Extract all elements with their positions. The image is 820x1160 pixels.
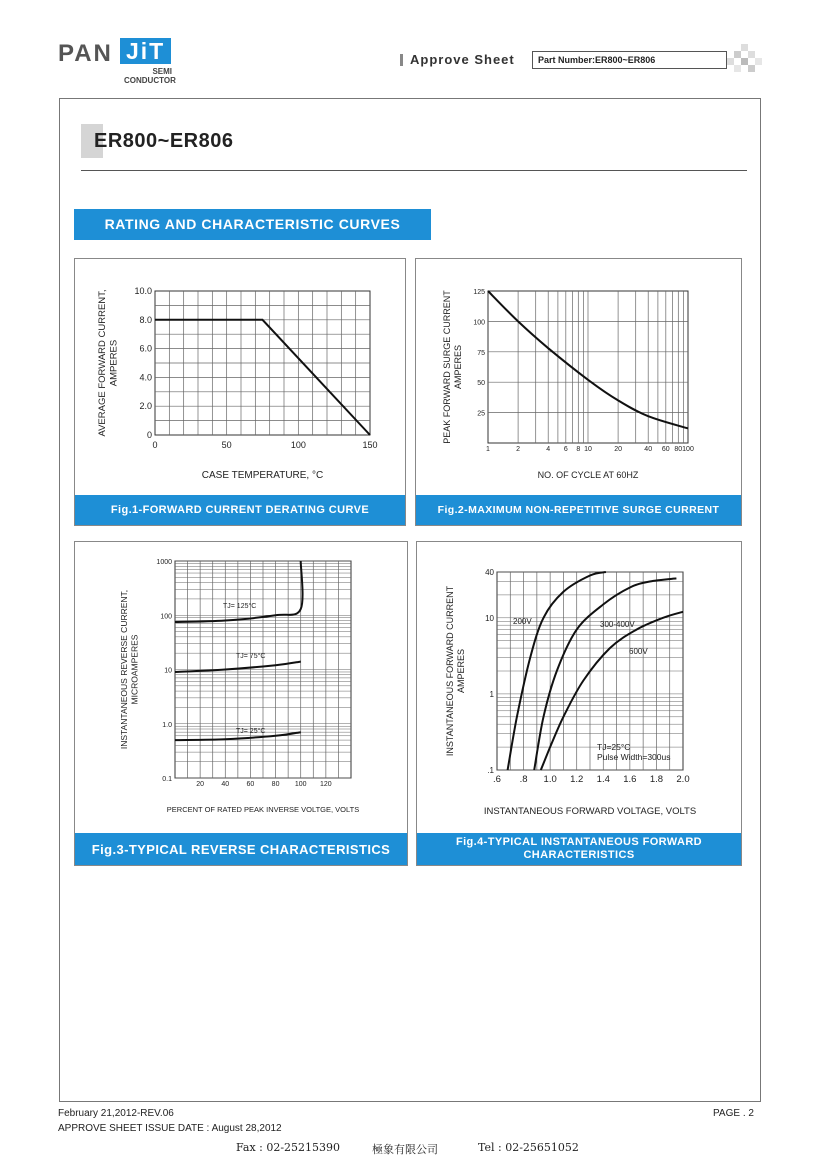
fig2-panel bbox=[415, 258, 742, 526]
fig1-panel bbox=[74, 258, 406, 526]
fig4-x-tick-label: 1.6 bbox=[623, 774, 637, 785]
fig4-x-tick-label: .6 bbox=[493, 774, 501, 785]
fig2-y-tick-label: 75 bbox=[477, 349, 485, 357]
fig1-x-tick-label: 100 bbox=[290, 440, 306, 450]
fig3-caption: Fig.3-TYPICAL REVERSE CHARACTERISTICS bbox=[75, 833, 407, 865]
fig1-x-tick-label: 0 bbox=[152, 440, 158, 450]
logo-jit: JiT bbox=[120, 38, 171, 64]
fig1-x-tick-label: 50 bbox=[221, 440, 232, 450]
fig4-x-tick-label: 1.4 bbox=[596, 774, 610, 785]
fig2-x-tick-label: 1 bbox=[486, 446, 490, 453]
fig2-caption: Fig.2-MAXIMUM NON-REPETITIVE SURGE CURRENT bbox=[416, 495, 741, 525]
fig3-y-axis-label-line: MICROAMPERES bbox=[129, 634, 140, 705]
fig4-panel bbox=[416, 541, 742, 866]
fig1-y-tick-label: 4.0 bbox=[139, 372, 152, 383]
fig1-chart bbox=[75, 259, 405, 495]
fig4-caption: Fig.4-TYPICAL INSTANTANEOUS FORWARD CHARACTERISTICS bbox=[417, 833, 741, 865]
fig3-x-tick-label: 120 bbox=[320, 781, 332, 788]
fig4-y-tick-label: 1 bbox=[489, 689, 494, 699]
logo-subtitle bbox=[124, 67, 176, 85]
footer-fax: Fax : 02-25215390 bbox=[236, 1141, 341, 1154]
fig1-y-tick-label: 10.0 bbox=[134, 286, 152, 296]
fig2-y-axis-label-group bbox=[442, 290, 463, 444]
approve-sheet-label: Approve Sheet bbox=[410, 52, 515, 67]
fig1-y-axis-label-line: AMPERES bbox=[108, 339, 120, 387]
fig4-x-tick-label: 1.0 bbox=[543, 774, 557, 785]
fig2-y-tick-label: 125 bbox=[473, 289, 485, 296]
fig4-y-axis-label-line: AMPERES bbox=[456, 648, 466, 694]
fig3-y-axis-label-group bbox=[119, 590, 140, 749]
fig4-y-tick-label: 10 bbox=[485, 613, 494, 623]
fig3-series-label: TJ= 25°C bbox=[236, 728, 266, 735]
fig4-x-axis-label: INSTANTANEOUS FORWARD VOLTAGE, VOLTS bbox=[483, 806, 697, 817]
fig4-y-axis-label-line: INSTANTANEOUS FORWARD CURRENT bbox=[445, 585, 455, 757]
page-title: ER800~ER806 bbox=[94, 130, 234, 152]
section-heading: RATING AND CHARACTERISTIC CURVES bbox=[74, 209, 431, 240]
fig4-x-tick-label: 1.8 bbox=[649, 774, 664, 785]
fig2-x-tick-label: 40 bbox=[644, 446, 653, 453]
fig4-x-tick-label: .8 bbox=[519, 774, 528, 785]
fig1-y-tick-label: 0 bbox=[146, 430, 152, 440]
footer-date-rev: February 21,2012-REV.06 bbox=[58, 1108, 174, 1119]
fig1-caption: Fig.1-FORWARD CURRENT DERATING CURVE bbox=[75, 495, 405, 525]
fig4-y-axis-label-group bbox=[445, 585, 466, 756]
footer-tel: Tel : 02-25651052 bbox=[478, 1141, 579, 1154]
fig4-x-tick-label: 2.0 bbox=[676, 774, 690, 785]
fig2-x-tick-label: 4 bbox=[546, 446, 551, 453]
fig3-x-axis-label: PERCENT OF RATED PEAK INVERSE VOLTGE, VOLTS bbox=[166, 805, 360, 814]
fig1-x-axis-label: CASE TEMPERATURE, °C bbox=[201, 470, 324, 481]
footer-page: PAGE . 2 bbox=[713, 1108, 754, 1119]
title-divider bbox=[81, 170, 747, 171]
fig3-y-tick-label: 0.1 bbox=[162, 776, 172, 783]
fig2-x-tick-label: 10 bbox=[584, 446, 592, 453]
fig2-x-tick-label: 8 bbox=[576, 446, 581, 453]
fig2-x-tick-label: 60 bbox=[661, 446, 670, 453]
fig4-series-label: 600V bbox=[629, 647, 648, 656]
fig1-y-axis-label-group bbox=[97, 289, 120, 436]
fig4-y-tick-label: 40 bbox=[485, 568, 494, 577]
fig4-chart bbox=[417, 542, 741, 832]
fig3-y-axis-label-line: INSTANTANEOUS REVERSE CURRENT, bbox=[119, 589, 129, 750]
fig3-y-tick-label: 1.0 bbox=[162, 721, 172, 729]
fig2-x-tick-label: 100 bbox=[682, 446, 694, 453]
fig4-y-tick-label: .1 bbox=[487, 766, 494, 775]
fig1-y-tick-label: 6.0 bbox=[139, 343, 152, 354]
fig3-chart bbox=[75, 542, 407, 832]
fig3-series-label: TJ= 125°C bbox=[223, 603, 257, 610]
fig1-y-axis-label-line: AVERAGE FORWARD CURRENT, bbox=[97, 289, 108, 437]
footer-company: 極象有限公司 bbox=[372, 1143, 438, 1156]
fig3-x-tick-label: 60 bbox=[246, 781, 255, 788]
part-number-box: Part Number:ER800~ER806 bbox=[532, 51, 727, 69]
fig2-x-tick-label: 2 bbox=[516, 446, 521, 453]
fig1-y-tick-label: 2.0 bbox=[139, 401, 152, 412]
fig3-x-tick-label: 40 bbox=[221, 781, 230, 788]
fig2-y-axis-label-line: AMPERES bbox=[453, 344, 463, 390]
fig3-y-tick-label: 1000 bbox=[156, 559, 172, 566]
fig3-y-tick-label: 100 bbox=[160, 613, 172, 621]
fig3-series-label: TJ= 75°C bbox=[236, 653, 266, 660]
fig4-annotation-condition: TJ=25°C bbox=[597, 742, 631, 752]
fig2-y-axis-label-line: PEAK FORWARD SURGE CURRENT bbox=[442, 290, 452, 444]
fig3-x-tick-label: 100 bbox=[294, 781, 307, 788]
fig2-x-tick-label: 20 bbox=[614, 446, 623, 453]
fig4-series-label: 200V bbox=[513, 617, 532, 626]
fig3-x-tick-label: 20 bbox=[196, 781, 205, 788]
fig3-panel bbox=[74, 541, 408, 866]
fig2-x-tick-label: 6 bbox=[563, 446, 568, 453]
footer-issue-date: APPROVE SHEET ISSUE DATE : August 28,2012 bbox=[58, 1123, 282, 1134]
logo-pan: PAN bbox=[58, 40, 113, 67]
fig1-y-tick-label: 8.0 bbox=[139, 314, 152, 325]
fig4-series-label: 300-400V bbox=[600, 620, 635, 629]
fig1-x-tick-label: 150 bbox=[362, 440, 378, 450]
approve-marker bbox=[400, 54, 403, 66]
logo-conductor: CONDUCTOR bbox=[124, 76, 176, 85]
fig3-x-tick-label: 80 bbox=[271, 781, 280, 788]
fig2-y-tick-label: 100 bbox=[473, 319, 485, 327]
fig4-annotation-pulse: Pulse Width=300us bbox=[597, 752, 671, 762]
fig2-x-tick-label: 80 bbox=[674, 446, 683, 453]
logo-semi: SEMI bbox=[152, 67, 172, 76]
fig3-y-tick-label: 10 bbox=[164, 667, 172, 675]
fig2-y-tick-label: 50 bbox=[477, 380, 485, 388]
fig2-x-axis-label: NO. OF CYCLE AT 60HZ bbox=[537, 470, 639, 480]
fig4-x-tick-label: 1.2 bbox=[570, 774, 584, 785]
fig2-y-tick-label: 25 bbox=[477, 410, 485, 418]
fig2-chart bbox=[416, 259, 741, 495]
